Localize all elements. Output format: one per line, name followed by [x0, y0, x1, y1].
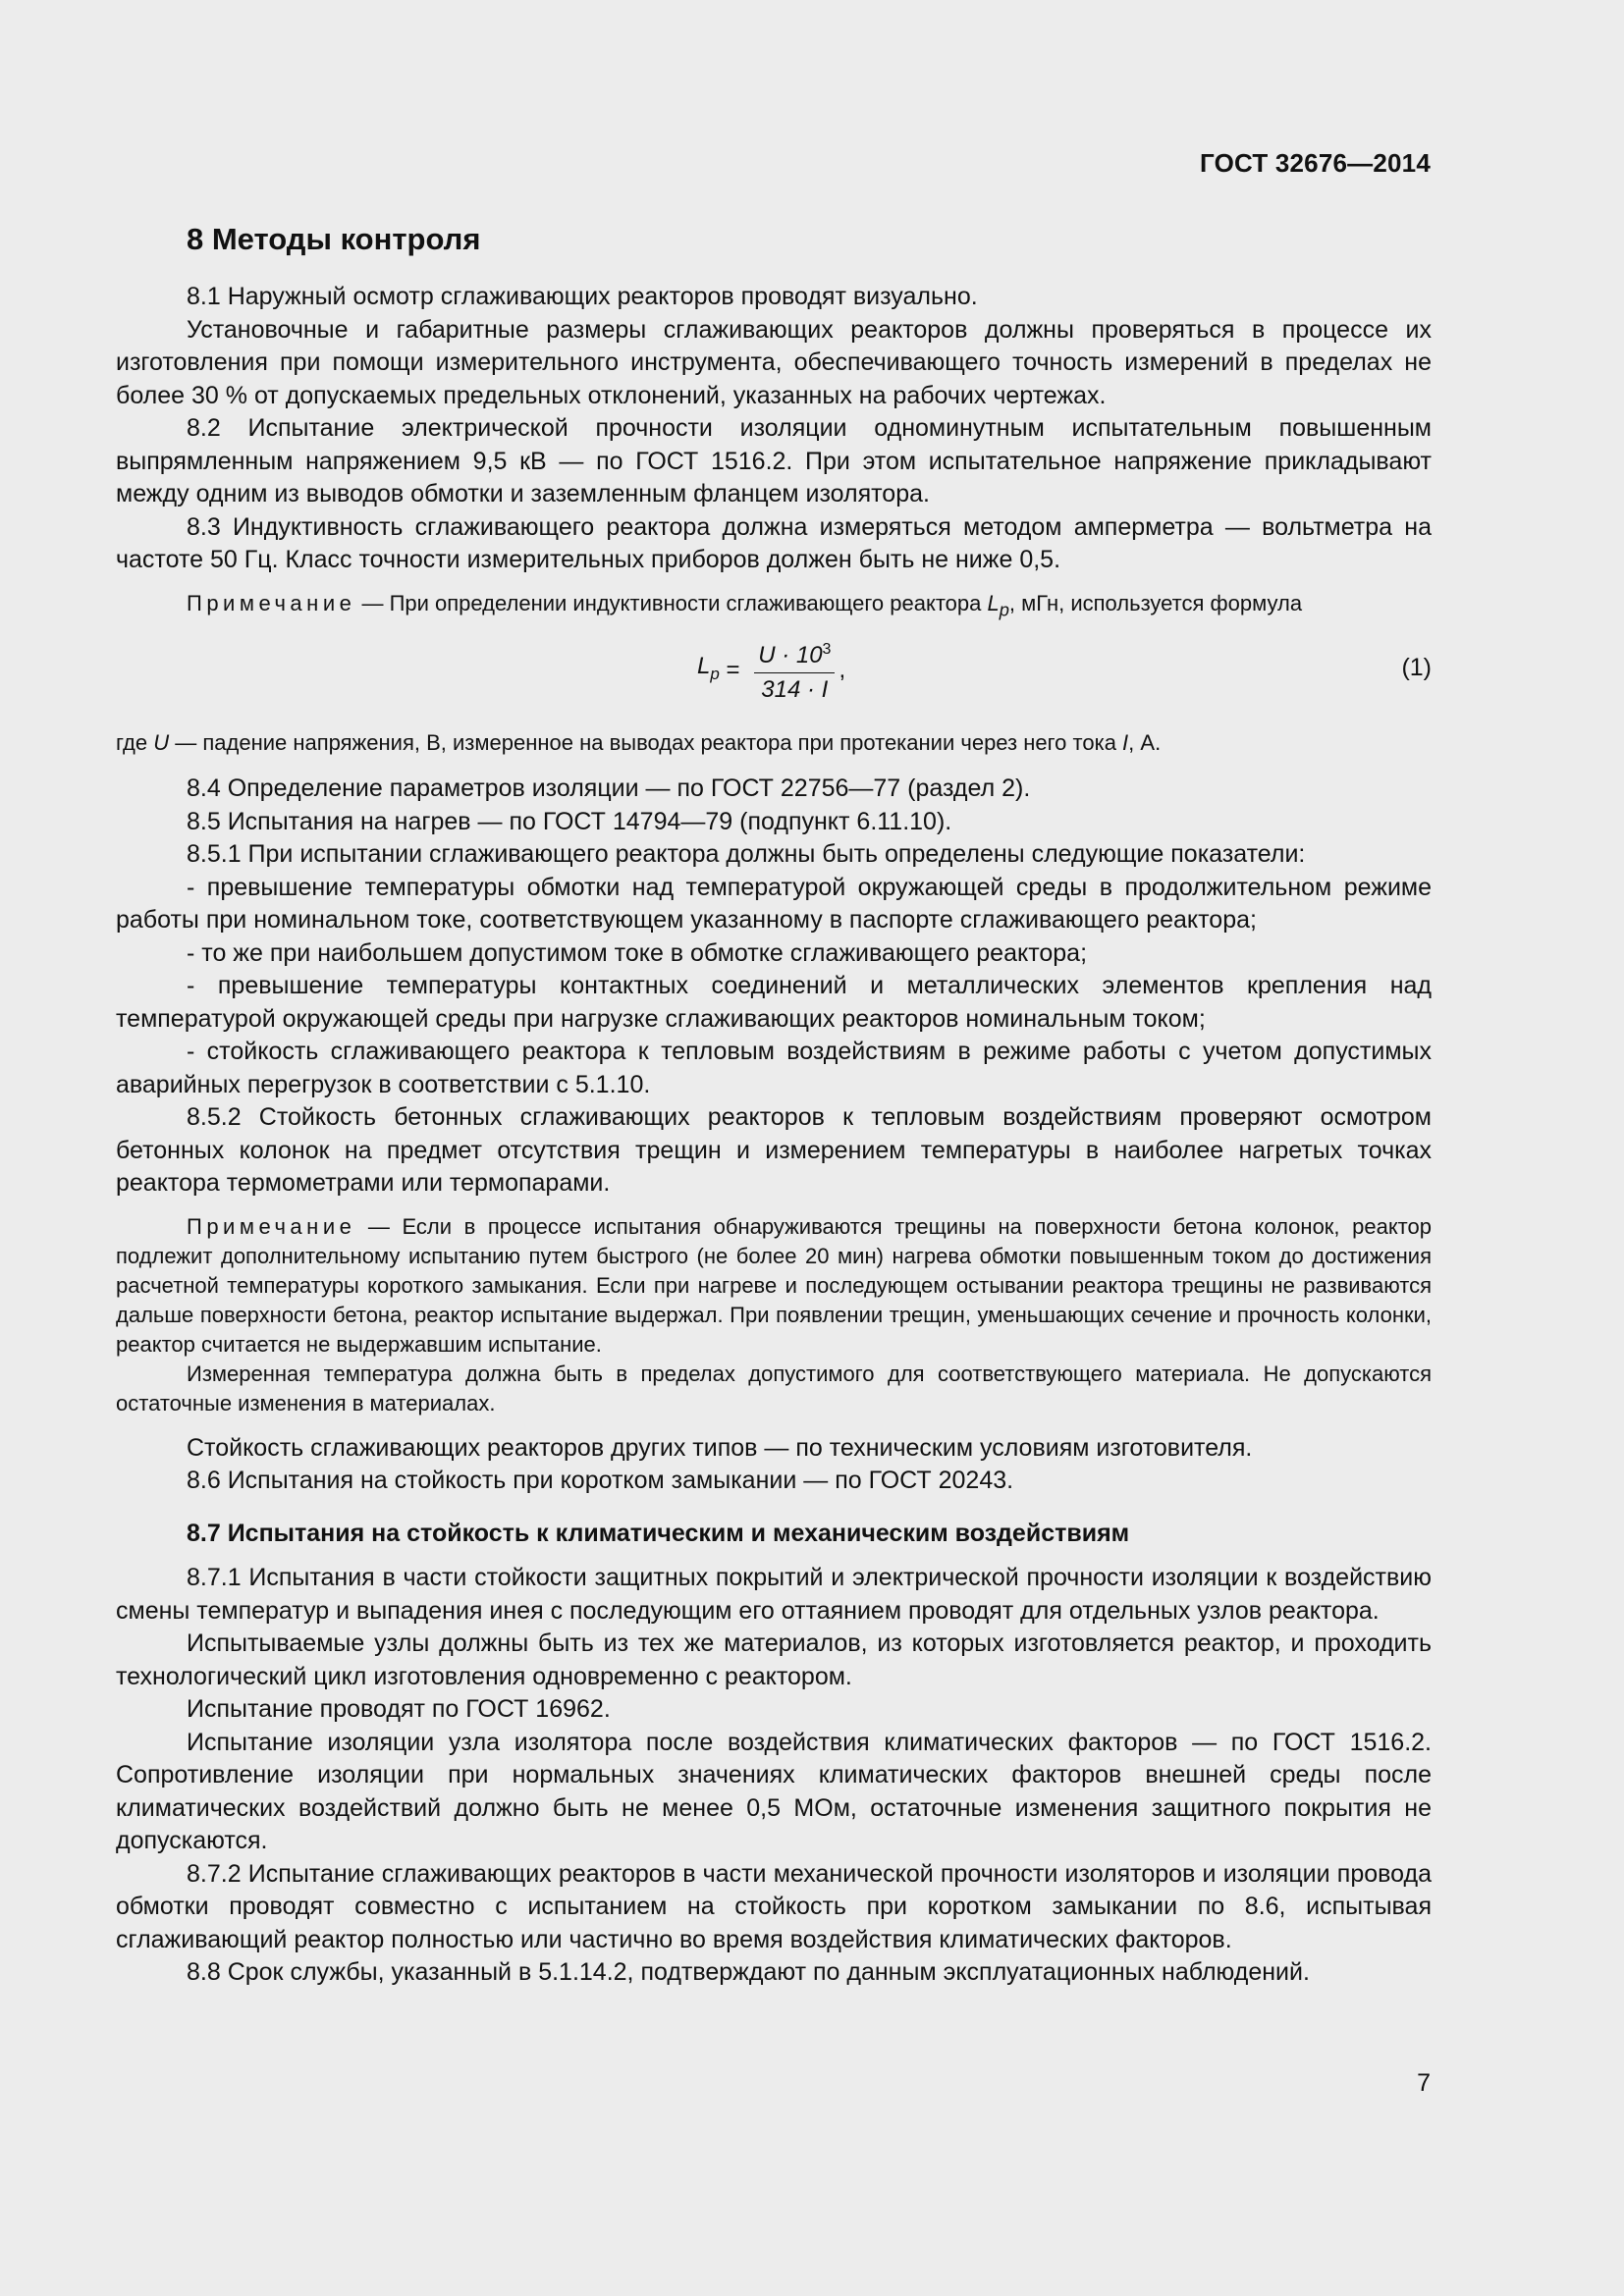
- paragraph-insulation-test: Испытание изоляции узла изолятора после воздействия климатических факторов — по ГОСТ 1516.2. Сопротивление изоляции при нормальных значениях климатических факторов внешней среды после климатических воздействий должно быть не менее 0,5 МОм, остаточные изменения защитного покрытия не допускаются.: [116, 1728, 1432, 1855]
- note-label: Примечание: [187, 1213, 356, 1239]
- formula-fraction: $\frac{U \cdot 10^3}{314 \cdot I}$: [754, 636, 835, 704]
- paragraph-8-4: 8.4 Определение параметров изоляции — по ГОСТ 22756—77 (раздел 2).: [187, 774, 1031, 803]
- paragraph-dimensions: Установочные и габаритные размеры сглаживающих реакторов должны проверяться в процессе их изготовления при помощи измерительного инструмента, обеспечивающего точность измерений в пределах не более 30 % от допускаемых предельных отклонений, указанных на рабочих чертежах.: [116, 315, 1432, 409]
- paragraph-other-types: Стойкость сглаживающих реакторов других типов — по техническим условиям изготовителя.: [187, 1433, 1253, 1462]
- paragraph-8-7-1: 8.7.1 Испытания в части стойкости защитных покрытий и электрической прочности изоляции к воздействию смены температур и выпадения инея с последующим его оттаянием проводят для отдельных узлов реактора.: [116, 1564, 1432, 1625]
- paragraph-8-1: 8.1 Наружный осмотр сглаживающих реакторов проводят визуально.: [187, 283, 978, 310]
- page-number: 7: [1417, 2069, 1431, 2097]
- paragraph-units: Испытываемые узлы должны быть из тех же материалов, из которых изготовляется реактор, и проходить технологический цикл изготовления одновременно с реактором.: [116, 1629, 1432, 1690]
- paragraph-8-5: 8.5 Испытания на нагрев — по ГОСТ 14794—79 (подпункт 6.11.10).: [187, 807, 952, 835]
- section-title: 8 Методы контроля: [187, 222, 481, 256]
- note-concrete: Примечание — Если в процессе испытания обнаруживаются трещины на поверхности бетона колонок, реактор подлежит дополнительному испытанию путем быстрого (не более 20 мин) нагрева обмотки повышенным током до достижения расчетной температуры короткого замыкания. Если при нагреве и последующем остывании реактора трещины не развиваются дальше поверхности бетона, реактор испытание выдержал. При появлении трещин, уменьшающих сечение и прочность колонки, реактор считается не выдержавшим испытание.: [116, 1213, 1432, 1357]
- list-item: - превышение температуры контактных соединений и металлических элементов крепления над температурой окружающей среды при нагрузке сглаживающих реакторов номинальным током;: [116, 972, 1432, 1033]
- standard-header: ГОСТ 32676—2014: [1200, 148, 1431, 178]
- list-item: - превышение температуры обмотки над температурой окружающей среды в продолжительном режиме работы при номинальном токе, соответствующем указанному в паспорте сглаживающего реактора;: [116, 873, 1432, 934]
- list-item: - стойкость сглаживающего реактора к тепловым воздействиям в режиме работы с учетом допустимых аварийных перегрузок в соответствии с 5.1.10.: [116, 1038, 1432, 1098]
- note-inductance: Примечание — При определении индуктивности сглаживающего реактора $L_p$, мГн, используется формула: [187, 590, 1303, 619]
- paragraph-8-5-1: 8.5.1 При испытании сглаживающего реактора должны быть определены следующие показатели:: [187, 840, 1306, 869]
- paragraph-gost-16962: Испытание проводят по ГОСТ 16962.: [187, 1695, 611, 1724]
- list-item: - то же при наибольшем допустимом токе в обмотке сглаживающего реактора;: [187, 938, 1088, 967]
- note-concrete-continued: Измеренная температура должна быть в пределах допустимого для соответствующего материала. Не допускаются остаточные изменения в материалах.: [116, 1361, 1432, 1415]
- page-body: [116, 220, 1432, 1990]
- subsection-title-8-7: 8.7 Испытания на стойкость к климатическим и механическим воздействиям: [187, 1519, 1130, 1547]
- paragraph-8-6: 8.6 Испытания на стойкость при коротком замыкании — по ГОСТ 20243.: [187, 1467, 1014, 1495]
- formula-expression: $L_p$ = $\frac{U \cdot 10^3}{314 \cdot I}$ ,: [697, 636, 845, 704]
- note-label: Примечание: [187, 590, 356, 615]
- formula-1: [116, 634, 1432, 713]
- paragraph-8-7-2: 8.7.2 Испытание сглаживающих реакторов в части механической прочности изоляторов и изоляции провода обмотки проводят совместно с испытанием на стойкость при коротком замыкании по 8.6, испытывая сглаживающий реактор полностью или частично во время воздействия климатических факторов.: [116, 1859, 1432, 1953]
- formula-number: (1): [1401, 653, 1432, 681]
- paragraph-8-5-2: 8.5.2 Стойкость бетонных сглаживающих реакторов к тепловым воздействиям проверяют осмотром бетонных колонок на предмет отсутствия трещин и измерением температуры в наиболее нагретых точках реактора термометрами или термопарами.: [116, 1103, 1432, 1198]
- paragraph-8-2: 8.2 Испытание электрической прочности изоляции одноминутным испытательным повышенным выпрямленным напряжением 9,5 кВ — по ГОСТ 1516.2. При этом испытательное напряжение прикладывают между одним из выводов обмотки и заземленным фланцем изолятора.: [116, 414, 1432, 507]
- paragraph-8-8: 8.8 Срок службы, указанный в 5.1.14.2, подтверждают по данным эксплуатационных наблюдений.: [187, 1958, 1310, 1987]
- paragraph-8-3: 8.3 Индуктивность сглаживающего реактора должна измеряться методом амперметра — вольтметра на частоте 50 Гц. Класс точности измерительных приборов должен быть не ниже 0,5.: [116, 512, 1432, 573]
- formula-legend: где U — падение напряжения, В, измеренное на выводах реактора при протекании через него тока I, А.: [116, 729, 1162, 755]
